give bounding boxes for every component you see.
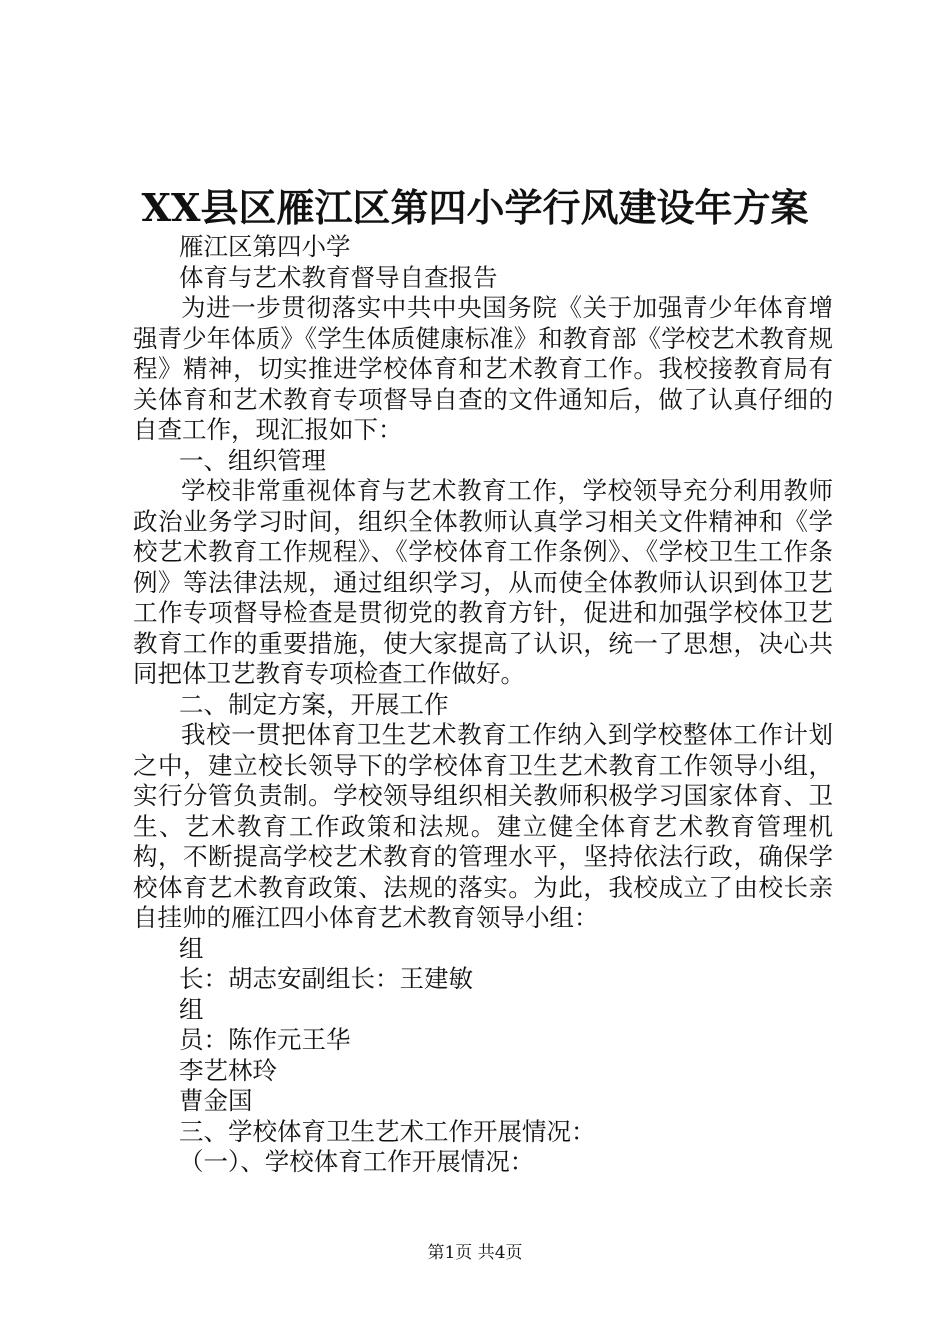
section3-heading: 三、学校体育卫生艺术工作开展情况： xyxy=(179,1116,596,1146)
document-body xyxy=(133,232,833,1178)
section1-heading: 一、组织管理 xyxy=(179,445,326,475)
school-name-line: 雁江区第四小学 xyxy=(179,232,351,261)
leader-line: 长：胡志安副组长：王建敏 xyxy=(179,964,473,993)
member-line-2: 李艺林玲 xyxy=(179,1055,277,1085)
section3-subheading: （一）、学校体育工作开展情况： xyxy=(179,1147,535,1176)
report-title-line: 体育与艺术教育督导自查报告 xyxy=(179,262,498,292)
member-line-3: 曹金国 xyxy=(179,1086,253,1115)
section2-paragraph: 我校一贯把体育卫生艺术教育工作纳入到学校整体工作计划之中，建立校长领导下的学校体育卫生艺术教育工作领导小组，实行分管负责制。学校领导组织相关教师积极学习国家体育、卫生、艺术教育工作政策和法规。建立健全体育艺术教育管理机构，不断提高学校艺术教育的管理水平，坚持依法行政，确保学校体育艺术教育政策、法规的落实。为此，我校成立了由校长亲自挂帅的雁江四小体育艺术教育领导小组： xyxy=(133,720,833,932)
section1-paragraph: 学校非常重视体育与艺术教育工作，学校领导充分利用教师政治业务学习时间，组织全体教师认真学习相关文件精神和《学校艺术教育工作规程》、《学校体育工作条例》、《学校卫生工作条例》等法律法规，通过组织学习，从而使全体教师认识到体卫艺工作专项督导检查是贯彻党的教育方针，促进和加强学校体卫艺教育工作的重要措施，使大家提高了认识，统一了思想，决心共同把体卫艺教育专项检查工作做好。 xyxy=(133,476,833,688)
member-line: 员：陈作元王华 xyxy=(179,1025,351,1054)
document-title: XX县区雁江区第四小学行风建设年方案 xyxy=(141,185,809,230)
leader-label: 组 xyxy=(179,933,204,963)
page-footer: 第1页 共4页 xyxy=(427,1243,523,1263)
member-label: 组 xyxy=(179,994,204,1024)
intro-paragraph: 为进一步贯彻落实中共中央国务院《关于加强青少年体育增强青少年体质》《学生体质健康标准》和教育部《学校艺术教育规程》精神，切实推进学校体育和艺术教育工作。我校接教育局有关体育和艺术教育专项督导自查的文件通知后，做了认真仔细的自查工作，现汇报如下： xyxy=(133,293,833,444)
section2-heading: 二、制定方案，开展工作 xyxy=(179,689,449,719)
